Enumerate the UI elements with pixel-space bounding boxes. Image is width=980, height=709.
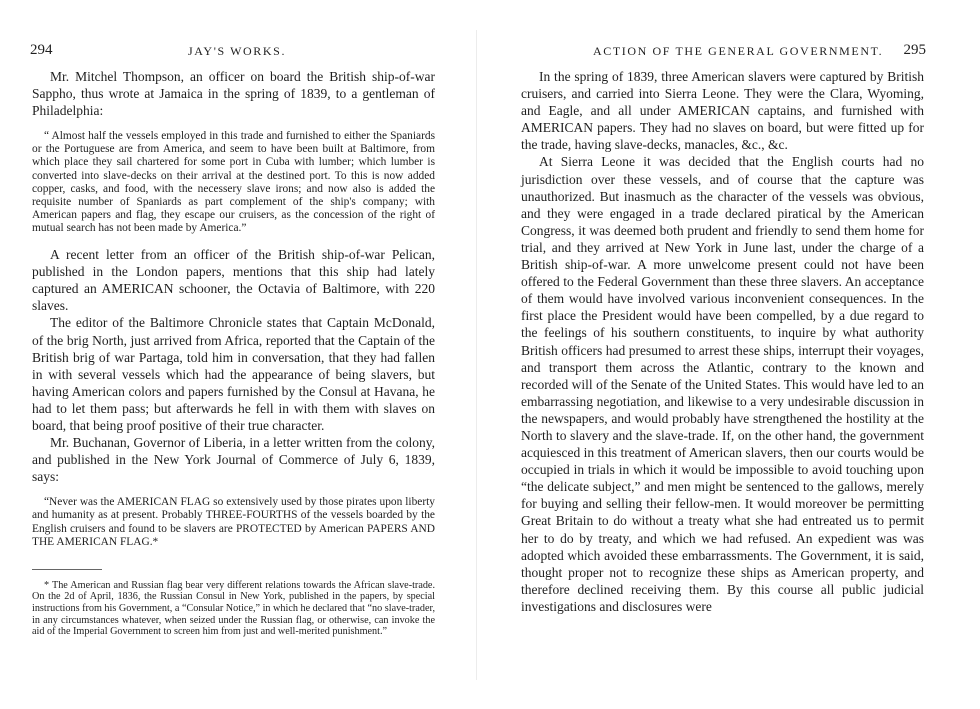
running-head-left: [0, 44, 470, 64]
left-text-column: [32, 68, 435, 638]
page-number: 294: [30, 42, 53, 58]
page-number: 295: [903, 42, 926, 58]
blockquote-buchanan: “Never was the AMERICAN FLAG so extensively used by those pirates upon liberty and humanity as at present. Probably THREE-FOURTHS of the vessels boarded by the English cruisers and found to be slavers are PROTECTED by American PAPERS AND THE AMERICAN FLAG.*: [32, 496, 435, 548]
paragraph-pelican: A recent letter from an officer of the British ship-of-war Pelican, published in the London papers, mentions that this ship had lately captured an AMERICAN schooner, the Octavia of Baltimore, with 220 slaves.: [32, 247, 435, 314]
paragraph-thompson: Mr. Mitchel Thompson, an officer on board the British ship-of-war Sappho, thus wrote at Jamaica in the spring of 1839, to a gentleman of Philadelphia:: [32, 69, 435, 119]
paragraph-spring-1839: In the spring of 1839, three American slavers were captured by British cruisers, and carried into Sierra Leone. They were the Clara, Wyoming, and Eagle, and all under AMERICAN captains, and furnished with AMERICAN papers. They had no slaves on board, but were fitted up for the trade, having slave-decks, manacles, &c., &c.: [521, 69, 924, 153]
paragraph-buchanan: Mr. Buchanan, Governor of Liberia, in a letter written from the colony, and published in the New York Journal of Commerce of July 6, 1839, says:: [32, 435, 435, 485]
gutter: [476, 30, 477, 680]
footnote: * The American and Russian flag bear very different relations towards the African slave-trade. On the 2d of April, 1836, the Russian Consul in New York, published in the papers, by special instructions from his Government, a “Consular Notice,” in which he declared that “no slave-trader, in any circumstances whatever, when seized under the Russian flag, or otherwise, can invoke the aid of the Imperial Government to screen him from just and well-merited punishment.”: [32, 579, 435, 638]
left-page: [0, 0, 470, 709]
running-title: JAY'S WORKS.: [188, 44, 287, 58]
paragraph-sierra-leone: At Sierra Leone it was decided that the English courts had no jurisdiction over these vessels, and of course that the capture was unauthorized. But inasmuch as the character of the vessels was obvious, and they were engaged in a trade declared piratical by the American Congress, it was deemed both prudent and friendly to send them home for trial, and they arrived at New York in June last, under the charge of a British ship-of-war. A more unwelcome present could not have been offered to the Federal Government than these three slavers. An acceptance of them would have involved various inconvenient consequences. In the first place the President would have been compelled, by a due regard to the feelings of his southern constituents, to inquire by what authority British officers had presumed to arrest these ships, interrupt their voyages, and transport them across the Atlantic, contrary to the known and recorded will of the Senate of the United States. This would have led to an embarrassing negotiation, and likewise to a very undesirable discussion in the newspapers, and would probably have strengthened the hostility at the North to slavery and the slave-trade. If, on the other hand, the government acquiesced in this treatment of American slavers, then our courts would be occupied in trials in which it would be impossible to avoid touching upon “the delicate subject,” and men might be sentenced to the gallows, merely for buying and selling their fellow-men. It would moreover be permitting Great Britain to do without a treaty what she had entreated us to permit her to do by treaty, and which we had refused. An expedient was was adopted which avoided these embarrassments. The Government, it is said, thought proper not to recognize these ships as American property, and therefore declined receiving them. By this course all public judicial investigations and disclosures were: [521, 154, 924, 614]
paragraph-baltimore-chronicle: The editor of the Baltimore Chronicle states that Captain McDonald, of the brig North, just arrived from Africa, reported that the Captain of the British brig of war Partaga, told him in conversation, that they had fallen in with several vessels which had the appearance of being slavers, but having American colors and papers furnished by the Consul at Havana, he had to let them pass; but afterwards he fell in with them with slaves on board, that being proof positive of their true character.: [32, 315, 435, 433]
footnote-rule: [32, 569, 102, 570]
right-page: [485, 0, 980, 709]
running-title: ACTION OF THE GENERAL GOVERNMENT.: [593, 44, 884, 58]
right-text-column: [521, 68, 924, 615]
blockquote-thompson: “ Almost half the vessels employed in this trade and furnished to either the Spaniards or the Portuguese are from America, and seem to have been built at Baltimore, from which place they sail chartered for some port in Cuba with lumber; which lumber is converted into slave-decks on their arrival at the destined port. To this is now added copper, casks, and food, with the necessery slave irons; and now also is added the requisite number of Spaniards as part complement of the ship's company; with American papers and flag, they escape our cruisers, as the concession of the right of mutual search has not been made by America.”: [32, 130, 435, 234]
running-head-right: [485, 44, 980, 64]
